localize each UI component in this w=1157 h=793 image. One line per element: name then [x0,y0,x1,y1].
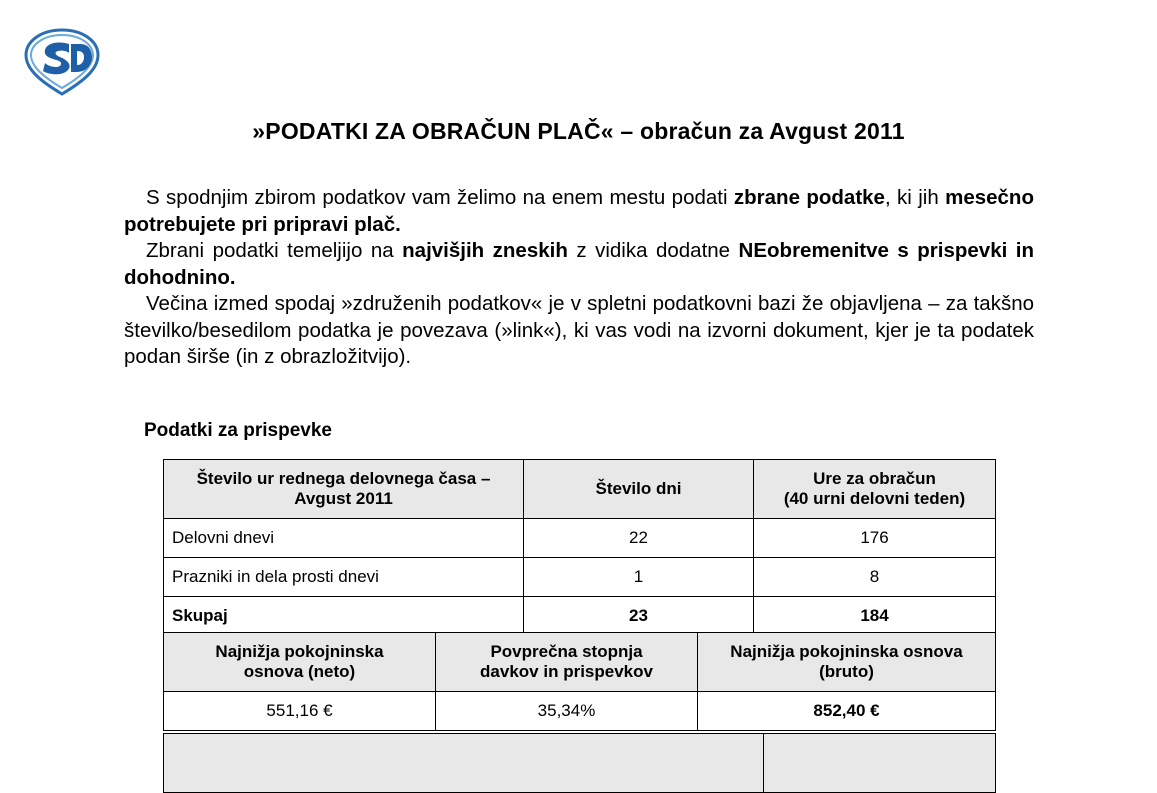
table-row [164,519,996,558]
table2-header-cell-0 [164,633,436,692]
table1-header-2-line2: (40 urni delovni teden) [783,489,966,508]
run-plain-1: S spodnjim zbirom podatkov vam želimo na enem mestu podati [146,186,734,209]
table2-r0-c0: 551,16 € [164,692,436,731]
table-header-row [164,734,996,793]
table1-r0-c2: 176 [754,519,996,558]
table2-r0-c1: 35,34% [436,692,698,731]
table1-r2-c1: 23 [524,597,754,636]
page-title: »PODATKI ZA OBRAČUN PLAČ« – obračun za Avgust 2011 [252,118,905,144]
table2-header-1-line2: davkov in prispevkov [480,662,653,681]
table2-header-cell-2 [698,633,996,692]
table1-r2-c0: Skupaj [164,597,524,636]
table1-header-1-line1: Število dni [595,479,682,498]
run-bold-2: mesečno potrebujete pri pripravi plač. [124,186,1034,236]
run-bold-1: zbrane podatke [733,186,885,209]
table1-header-cell-2 [754,460,996,519]
table1-r1-c1: 1 [524,558,754,597]
sd-company-logo [22,28,102,96]
table-pokojninska-osnova [163,632,996,731]
intro-text-block [124,185,1034,371]
table-row-total [164,597,996,636]
table1-r2-c2: 184 [754,597,996,636]
table1-header-2-line1: Ure za obračun [813,469,936,488]
paragraph-1 [124,185,1034,238]
table1-r0-c0: Delovni dnevi [164,519,524,558]
run-plain-2: , ki jih [884,186,946,209]
table1-header-0-line1: Število ur rednega delovnega časa – [196,469,491,488]
table1-r1-c2: 8 [754,558,996,597]
table1-r1-c0: Prazniki in dela prosti dnevi [164,558,524,597]
table2-header-0-line2: osnova (neto) [243,662,356,681]
run-plain-4: z vidika dodatne [567,239,739,262]
table2-header-1-line1: Povprečna stopnja [490,642,643,661]
table1-header-0-line2: Avgust 2011 [294,489,393,508]
table2-r0-c2: 852,40 € [698,692,996,731]
run-plain-3: Zbrani podatki temeljijo na [146,239,403,262]
table-row [164,558,996,597]
table1-r0-c1: 22 [524,519,754,558]
table2-header-cell-1 [436,633,698,692]
section-heading-prispevki: Podatki za prispevke [144,420,332,441]
run-bold-3: najvišjih zneskih [402,239,568,262]
table1-header-cell-0 [164,460,524,519]
table3-header-cell-1 [764,734,996,793]
table3-header-cell-0 [164,734,764,793]
table2-header-0-line1: Najnižja pokojninska [215,642,384,661]
table-header-row [164,460,996,519]
run-plain-5: Večina izmed spodaj »združenih podatkov« je v spletni podatkovni bazi že objavljena – za takšno številko/besedilom podatka je povezava (»link«), ki vas vodi na izvorni dokument, kjer je ta podatek podan širše (in z obrazložitvijo). [124,292,1034,368]
paragraph-3 [124,291,1034,371]
table-header-row [164,633,996,692]
table2-header-2-line2: (bruto) [819,662,874,681]
table-row [164,692,996,731]
table2-header-2-line1: Najnižja pokojninska osnova [730,642,963,661]
run-bold-4: NEobremenitve s prispevki in dohodnino. [124,239,1035,289]
table-delovni-cas [163,459,996,636]
paragraph-2 [124,238,1034,291]
table1-header-cell-1 [524,460,754,519]
table-next-partial [163,733,996,793]
